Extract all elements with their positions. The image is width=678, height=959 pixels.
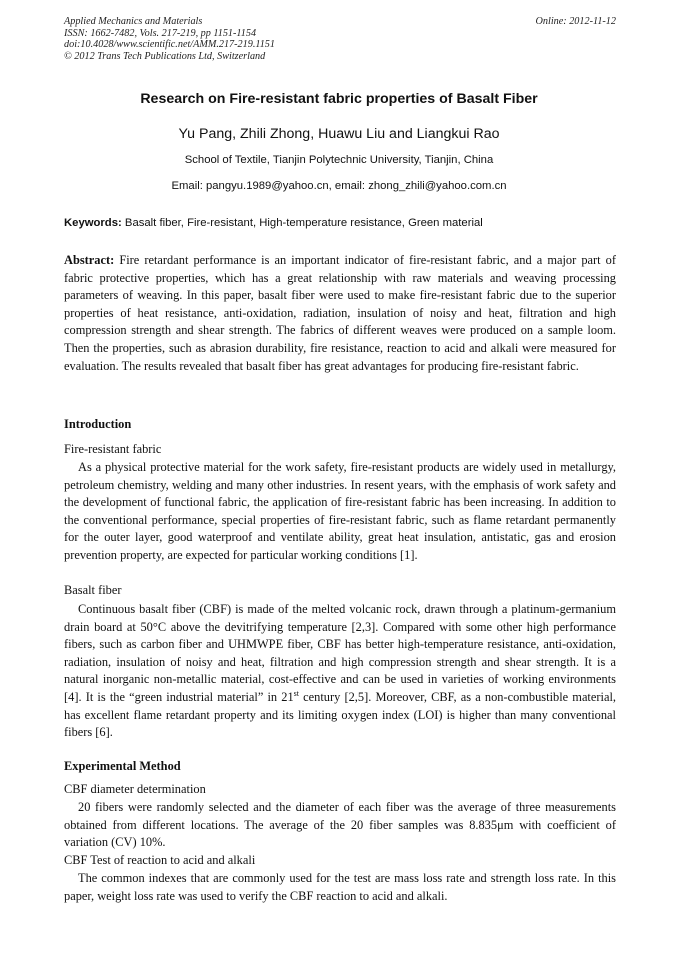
paper-title: Research on Fire-resistant fabric properties of Basalt Fiber: [140, 91, 538, 107]
journal-header: [64, 16, 616, 62]
online-date: Online: 2012-11-12: [535, 16, 616, 27]
email-line: Email: pangyu.1989@yahoo.cn, email: zhong_zhili@yahoo.com.cn: [171, 180, 507, 192]
intro-paragraph-2-sup: st: [293, 688, 300, 698]
section-heading-experimental-method: Experimental Method: [64, 759, 181, 773]
subheading-fire-resistant-fabric: Fire-resistant fabric: [64, 442, 162, 456]
intro-paragraph-2-text-a: Continuous basalt fiber (CBF) is made of the melted volcanic rock, drawn through a platinum-germanium drain board at 50°C above the devitrifying temperature [2,3]. Compared with some other high performance fibers, such as carbon fiber and UHMWPE fiber, CBF has better high-temperature resistance, anti-oxidation, radiation, insulation of noisy and heat, filtration and high compression strength and shear strength. It is a natural inorganic non-metallic material, cost-effective and can be used in varieties of working environments [4]. It is the “green industrial material” in 21: [64, 602, 616, 704]
abstract-label: Abstract:: [64, 253, 115, 267]
keywords: [64, 217, 616, 229]
subheading-basalt-fiber: Basalt fiber: [64, 583, 122, 597]
copyright-line: © 2012 Trans Tech Publications Ltd, Switzerland: [64, 50, 266, 62]
subheading-cbf-diameter: CBF diameter determination: [64, 782, 206, 796]
keywords-label: Keywords:: [64, 217, 122, 229]
issn-line: ISSN: 1662-7482, Vols. 217-219, pp 1151-1154: [64, 27, 257, 39]
journal-name: Applied Mechanics and Materials: [64, 16, 203, 27]
abstract-text: Fire retardant performance is an important indicator of fire-resistant fabric, and a major part of fabric protective properties, which has a great relationship with raw materials and weaving processing parameters of weaving. In this paper, basalt fiber were used to make fire-resistant fabric due to the superior properties of heat resistance, anti-oxidation, radiation, insulation of noisy and heat, filtration and high compression strength and shear strength. The fabrics of different weaves were produced on a sample loom. Then the properties, such as abrasion durability, fire resistance, reaction to acid and alkali were measured for evaluation. The results revealed that basalt fiber has great advantages for producing fire-resistant fabric.: [64, 253, 616, 373]
abstract: [64, 252, 616, 375]
section-heading-introduction: Introduction: [64, 417, 132, 431]
intro-paragraph-2: [64, 601, 616, 742]
subheading-cbf-acid-alkali: CBF Test of reaction to acid and alkali: [64, 853, 256, 867]
author-list: Yu Pang, Zhili Zhong, Huawu Liu and Liangkui Rao: [178, 126, 500, 142]
doi-line[interactable]: doi:10.4028/www.scientific.net/AMM.217-219.1151: [64, 39, 275, 51]
affiliation: School of Textile, Tianjin Polytechnic University, Tianjin, China: [184, 154, 494, 166]
intro-paragraph-1: As a physical protective material for the work safety, fire-resistant products are widely used in metallurgy, petroleum chemistry, welding and many other industries. In resent years, with the emphasis of work safety and the development of functional fabric, the application of fire-resistant fabric has been increasing. In addition to the conventional performance, special properties of fire-resistant fabric, such as flame retardant permanently for the outer layer, good waterproof and ventilate ability, great heat insulation, antistatic, gas and erosion prevention property, are expected for particular working conditions [1].: [64, 460, 616, 562]
experimental-paragraph-2: The common indexes that are commonly used for the test are mass loss rate and strength loss rate. In this paper, weight loss rate was used to verify the CBF reaction to acid and alkali.: [64, 871, 616, 903]
experimental-paragraph-1: 20 fibers were randomly selected and the diameter of each fiber was the average of three measurements obtained from different locations. The average of the 20 fiber samples was 8.835μm with coefficient of variation (CV) 10%.: [64, 800, 616, 850]
keywords-text: Basalt fiber, Fire-resistant, High-temperature resistance, Green material: [124, 217, 483, 229]
intro-paragraph-2-text-b: century [2,5]. Moreover, CBF, as a non-combustible material, has excellent flame retardant property and its limiting oxygen index (LOI) is higher than many conventional fibers [6].: [64, 689, 616, 740]
